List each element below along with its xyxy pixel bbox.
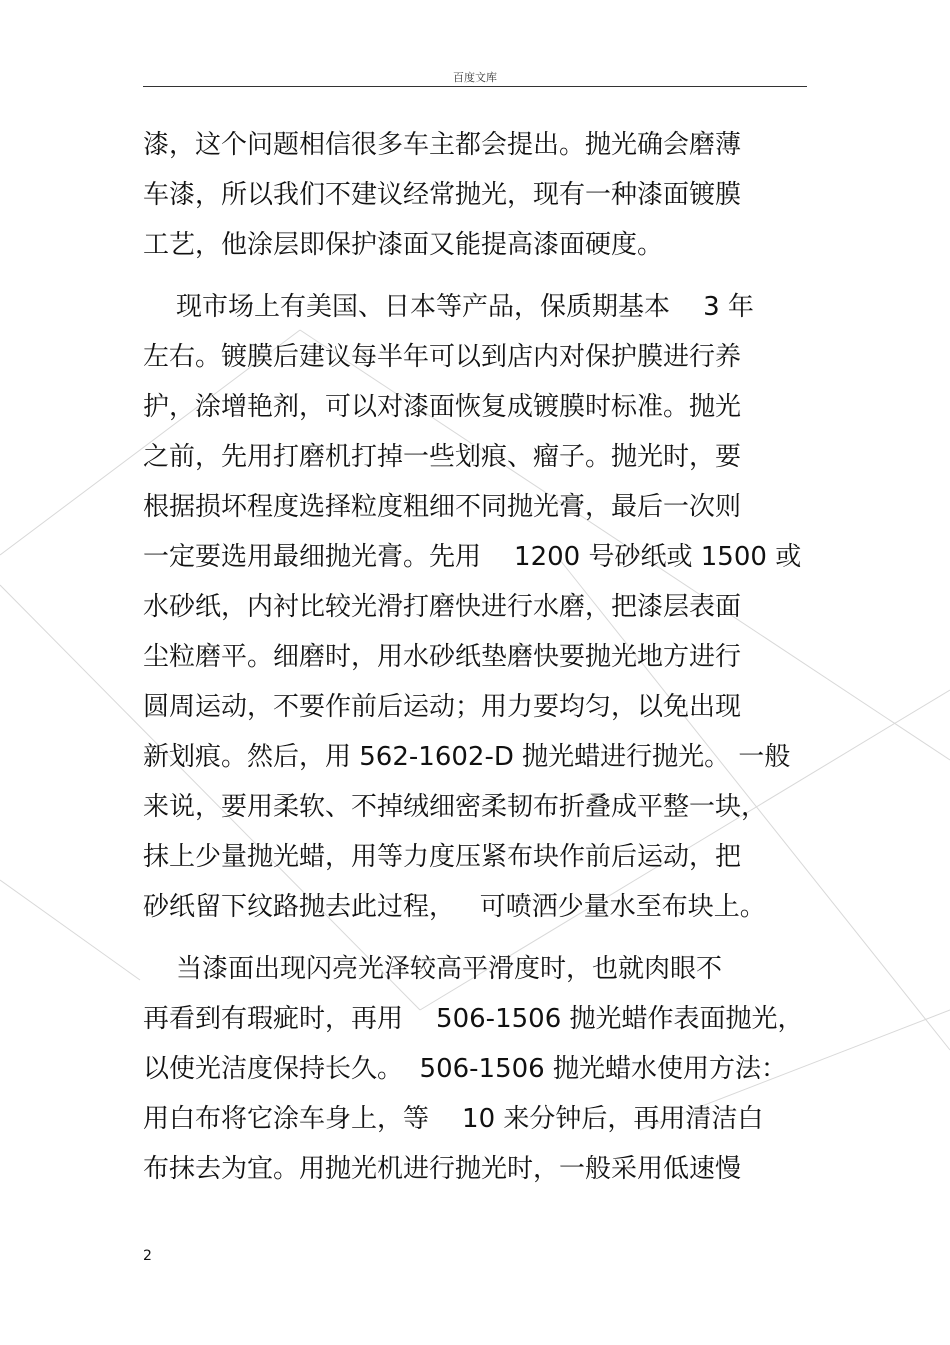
- page-number: 2: [143, 1248, 152, 1264]
- text-line: 砂纸留下纹路抛去此过程， 可喷洒少量水至布块上。: [143, 892, 766, 922]
- header-title: 百度文库: [453, 71, 497, 84]
- text-line: 左右。镀膜后建议每半年可以到店内对保护膜进行养: [143, 342, 742, 372]
- text-line: 漆，这个问题相信很多车主都会提出。抛光确会磨薄: [143, 130, 742, 160]
- text-line: 一定要选用最细抛光膏。先用 1200 号砂纸或 1500 或: [143, 542, 802, 572]
- text-line: 之前，先用打磨机打掉一些划痕、瘤子。抛光时，要: [143, 442, 742, 472]
- text-line: 水砂纸，内衬比较光滑打磨快进行水磨，把漆层表面: [143, 592, 742, 622]
- text-line: 尘粒磨平。细磨时，用水砂纸垫磨快要抛光地方进行: [143, 642, 742, 672]
- text-line: 现市场上有美国、日本等产品，保质期基本 3 年: [143, 292, 754, 322]
- text-line: 护，涂增艳剂，可以对漆面恢复成镀膜时标准。抛光: [143, 392, 742, 422]
- text-line: 以使光洁度保持长久。 506-1506 抛光蜡水使用方法：: [143, 1054, 787, 1084]
- paragraph-2: [143, 282, 807, 932]
- paragraph-1: [143, 120, 807, 270]
- text-line: 新划痕。然后，用 562-1602-D 抛光蜡进行抛光。 一般: [143, 742, 791, 772]
- text-line: 圆周运动，不要作前后运动；用力要均匀，以免出现: [143, 692, 742, 722]
- text-line: 当漆面出现闪亮光泽较高平滑度时，也就肉眼不: [143, 954, 723, 984]
- text-line: 再看到有瑕疵时，再用 506-1506 抛光蜡作表面抛光，: [143, 1004, 804, 1034]
- text-line: 用白布将它涂车身上，等 10 来分钟后，再用清洁白: [143, 1104, 764, 1134]
- document-body: [143, 120, 807, 1194]
- text-line: 来说，要用柔软、不掉绒细密柔韧布折叠成平整一块，: [143, 792, 768, 822]
- paragraph-3: [143, 944, 807, 1194]
- text-line: 布抹去为宜。用抛光机进行抛光时，一般采用低速慢: [143, 1154, 742, 1184]
- text-line: 抹上少量抛光蜡，用等力度压紧布块作前后运动，把: [143, 842, 742, 872]
- text-line: 车漆，所以我们不建议经常抛光，现有一种漆面镀膜: [143, 180, 742, 210]
- text-line: 根据损坏程度选择粒度粗细不同抛光膏，最后一次则: [143, 492, 742, 522]
- text-line: 工艺，他涂层即保护漆面又能提高漆面硬度。: [143, 230, 664, 260]
- page-header: [143, 66, 807, 87]
